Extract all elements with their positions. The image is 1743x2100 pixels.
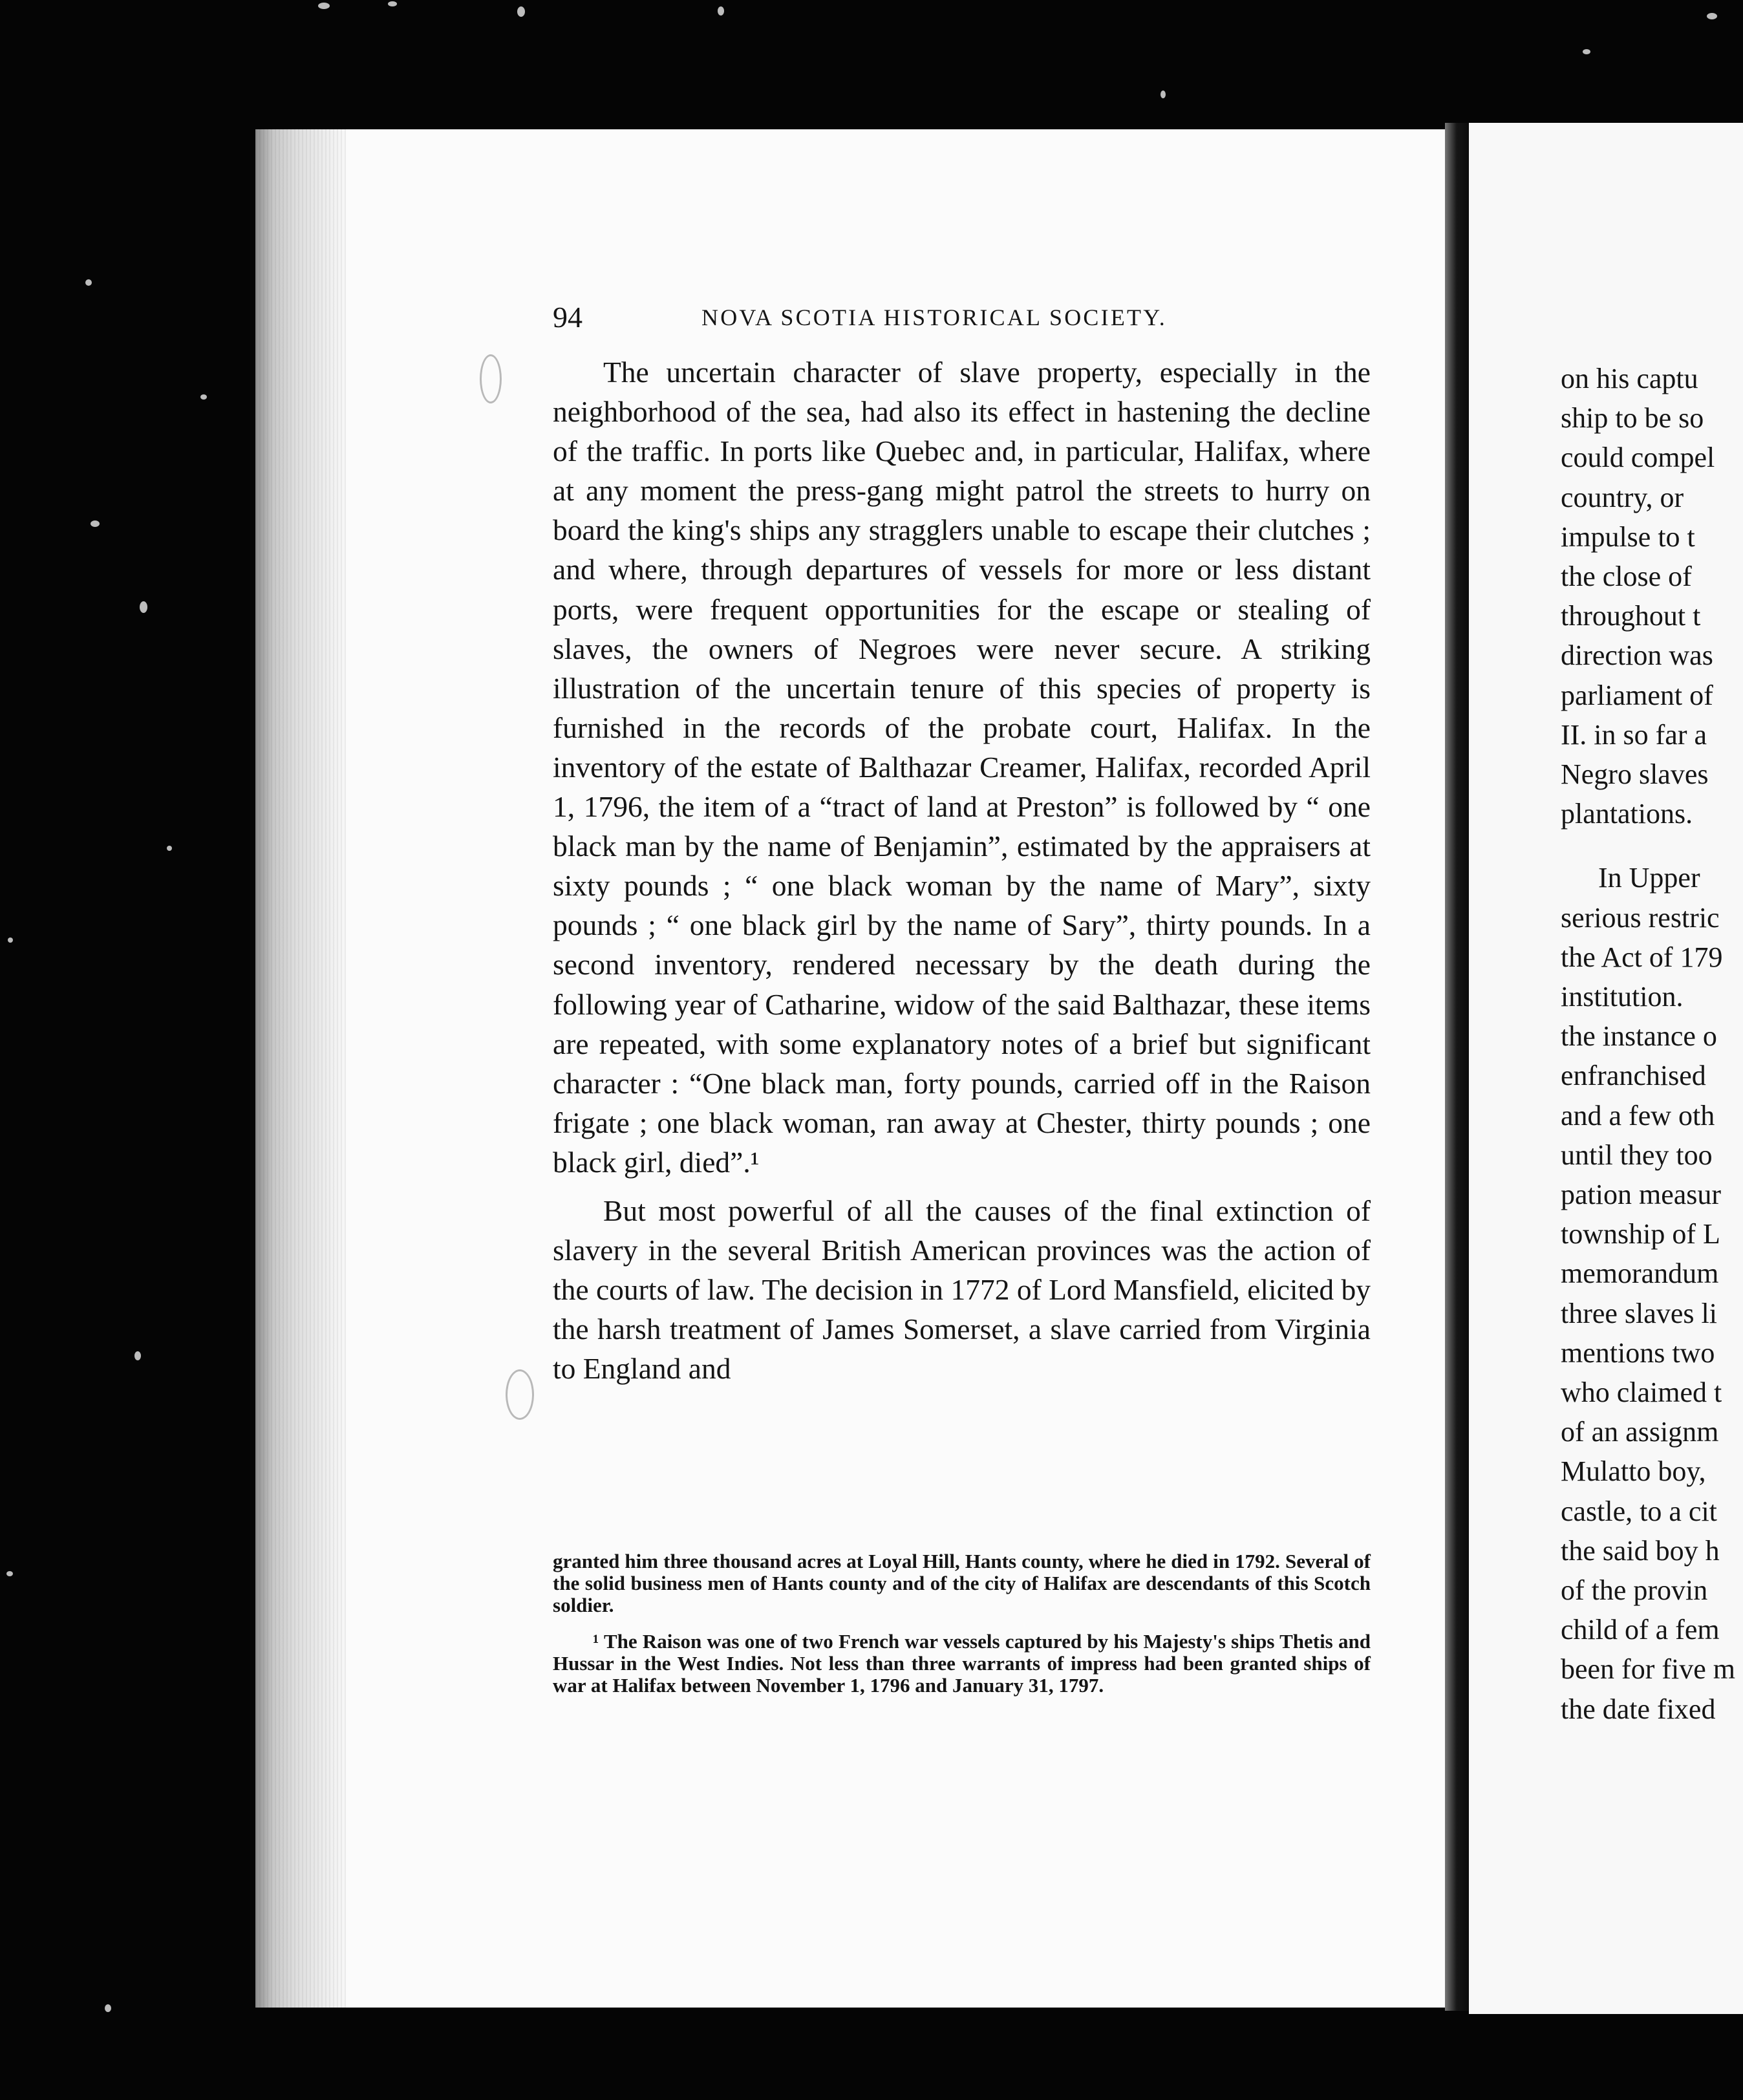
facing-page-line: the close of — [1561, 561, 1692, 592]
facing-page-line: of the provin — [1561, 1574, 1708, 1606]
facing-page-line: enfranchised — [1561, 1060, 1706, 1091]
scan-speck — [167, 846, 172, 851]
facing-page-line: serious restric — [1561, 902, 1720, 934]
scan-speck — [718, 6, 724, 16]
page-number: 94 — [553, 301, 583, 334]
facing-page-line: who claimed t — [1561, 1377, 1722, 1408]
facing-page-line: institution. — [1561, 981, 1684, 1012]
facing-page-line: pation measur — [1561, 1179, 1722, 1210]
facing-page-line: the instance o — [1561, 1020, 1717, 1052]
facing-page-line: castle, to a cit — [1561, 1495, 1717, 1527]
margin-pencil-mark — [506, 1369, 534, 1420]
facing-page-line: the said boy h — [1561, 1535, 1720, 1567]
facing-page-line: three slaves li — [1561, 1298, 1717, 1329]
facing-page-line: Mulatto boy, — [1561, 1455, 1706, 1487]
facing-page-line: Negro slaves — [1561, 758, 1709, 790]
facing-page-line: the Act of 179 — [1561, 941, 1723, 973]
facing-page-line: could compel — [1561, 442, 1715, 473]
facing-page-line: impulse to t — [1561, 521, 1695, 553]
facing-page-line: II. in so far a — [1561, 719, 1707, 751]
facing-page-line: memorandum — [1561, 1258, 1719, 1289]
scan-speck — [1707, 13, 1717, 19]
facing-page — [1469, 123, 1743, 2014]
facing-page-line: until they too — [1561, 1139, 1713, 1171]
scan-speck — [91, 520, 100, 527]
scan-speck — [1160, 91, 1166, 98]
facing-page-line: country, or — [1561, 482, 1684, 513]
facing-page-line: and a few oth — [1561, 1100, 1715, 1131]
facing-page-line: plantations. — [1561, 798, 1693, 830]
scan-speck — [6, 1571, 13, 1576]
facing-page-line: on his captu — [1561, 363, 1698, 394]
facing-page-line: the date fixed — [1561, 1693, 1716, 1725]
scan-speck — [318, 3, 330, 9]
page-edge — [255, 129, 346, 2008]
body-text — [553, 352, 1371, 1388]
running-head: NOVA SCOTIA HISTORICAL SOCIETY. — [701, 305, 1167, 330]
scan-speck — [134, 1351, 141, 1360]
scan-speck — [85, 279, 92, 286]
facing-page-line: In Upper — [1598, 862, 1700, 894]
facing-page-line: been for five m — [1561, 1653, 1735, 1685]
facing-page-line: throughout t — [1561, 600, 1701, 632]
paragraph: But most powerful of all the causes of the final extinction of slavery in the several British American provinces was the action of the courts of law. The decision in 1772 of Lord Mansfield, elicited by the harsh treatment of James Somerset, a slave carried from Virginia to England and — [553, 1194, 1371, 1386]
footnote-continued: granted him three thousand acres at Loyal Hill, Hants county, where he died in 1792. Several of the solid business men of Hants county and of the city of Halifax are descendants of this Scotch soldier. — [553, 1550, 1371, 1616]
facing-page-line: mentions two — [1561, 1337, 1715, 1369]
facing-page-line: of an assignm — [1561, 1416, 1719, 1448]
facing-page-line: township of L — [1561, 1218, 1720, 1250]
scan-speck — [105, 2004, 111, 2012]
scan-speck — [1583, 49, 1590, 54]
scan-speck — [140, 601, 147, 613]
facing-page-line: direction was — [1561, 639, 1713, 671]
margin-pencil-mark — [480, 354, 502, 403]
footnotes — [553, 1550, 1371, 1697]
facing-page-line: ship to be so — [1561, 402, 1704, 434]
scan-speck — [200, 394, 207, 400]
scan-speck — [517, 6, 525, 17]
facing-page-line: child of a fem — [1561, 1614, 1720, 1645]
paragraph: The uncertain character of slave property, especially in the neighborhood of the sea, had also its effect in hastening the decline of the traffic. In ports like Quebec and, in particular, Halifax, where at any moment the press-gang might patrol the streets to hurry on board the king's ships any stragglers unable to escape their clutches ; and where, through departures of vessels for more or less distant ports, were frequent opportunities for the escape or stealing of slaves, the owners of Negroes were never secure. A striking illustration of the uncertain tenure of this species of property is furnished in the records of the probate court, Halifax. In the inventory of the estate of Balthazar Creamer, Halifax, recorded April 1, 1796, the item of a “tract of land at Preston” is followed by “ one black man by the name of Benjamin”, estimated by the appraisers at sixty pounds ; “ one black woman by the name of Mary”, sixty pounds ; “ one black girl by the name of Sary”, thirty pounds. In a second inventory, rendered necessary by the death during the following year of Catharine, widow of the said Balthazar, these items are repeated, with some explanatory notes of a brief but significant character : “One black man, forty pounds, carried off in the Raison frigate ; one black woman, ran away at Chester, thirty pounds ; one black girl, died”.¹ — [553, 356, 1371, 1179]
scan-speck — [388, 1, 397, 6]
scan-speck — [8, 938, 13, 943]
footnote-1: ¹ The Raison was one of two French war vessels captured by his Majesty's ships Thetis and Hussar in the West Indies. Not less than three warrants of impress had been granted ships of war at Halifax between November 1, 1796 and January 31, 1797. — [553, 1630, 1371, 1697]
facing-page-line: parliament of — [1561, 680, 1713, 711]
book-gutter — [1445, 123, 1471, 2011]
